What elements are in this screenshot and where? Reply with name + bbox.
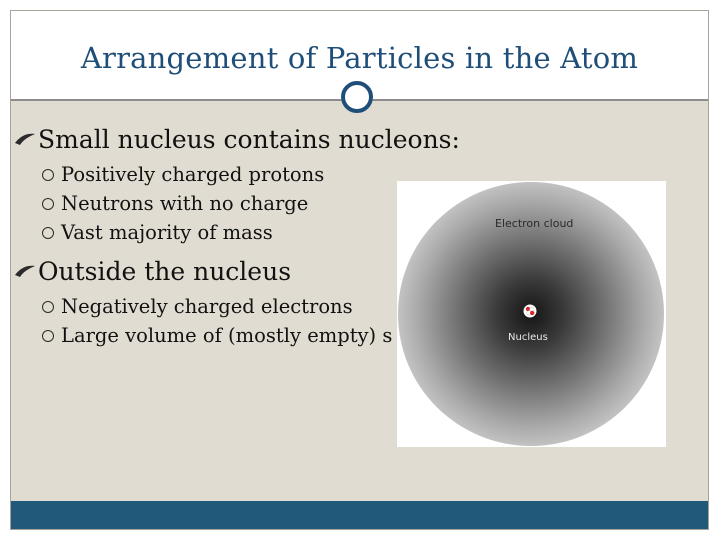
ring-bullet-icon	[42, 330, 54, 342]
nucleus-icon	[523, 304, 537, 318]
swoosh-bullet-icon	[14, 263, 36, 279]
sub-bullet-item	[61, 324, 392, 347]
electron-cloud-label: Electron cloud	[495, 217, 574, 230]
ring-bullet-icon	[42, 227, 54, 239]
sub-bullet-item	[61, 192, 308, 215]
nucleus-label: Nucleus	[508, 332, 548, 343]
sub-bullet-item	[61, 163, 324, 186]
swoosh-bullet-icon	[14, 131, 36, 147]
sub-bullet-item	[61, 295, 353, 318]
ring-bullet-icon	[42, 198, 54, 210]
sub-bullet-item	[61, 221, 273, 244]
atom-figure	[397, 181, 666, 447]
sub-bullet-text: Negatively charged electrons	[61, 295, 353, 318]
bullet-item	[38, 125, 460, 154]
sub-bullet-text: Positively charged protons	[61, 163, 325, 186]
sub-bullet-text: Large volume of (mostly empty) s	[61, 324, 393, 347]
sub-bullet-text: Vast majority of mass	[61, 221, 273, 244]
sub-bullet-text: Neutrons with no charge	[61, 192, 309, 215]
ring-bullet-icon	[42, 301, 54, 313]
bullet-text: Outside the nucleus	[38, 257, 292, 286]
bullet-text: Small nucleus contains nucleons:	[38, 125, 460, 154]
bullet-item	[38, 257, 291, 286]
ring-bullet-icon	[42, 169, 54, 181]
slide-title: Arrangement of Particles in the Atom	[80, 41, 639, 75]
slide	[10, 10, 709, 530]
footer-bar	[11, 501, 708, 530]
